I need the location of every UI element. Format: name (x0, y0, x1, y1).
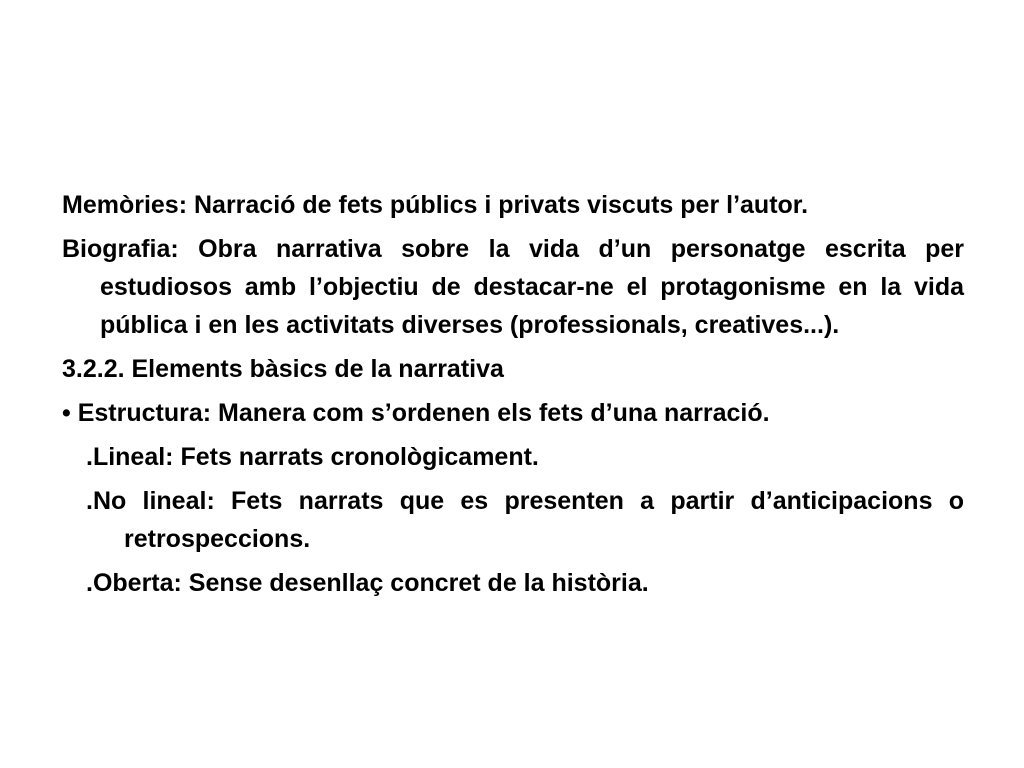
definition-biografia: Biografia: Obra narrativa sobre la vida d’un personatge escrita per estudiosos amb l’objectiu de destacar-ne el protagonisme en la vida pública i en les activitats diverses (professionals, creatives...). (62, 235, 964, 339)
definition-memories: Memòries: Narració de fets públics i privats viscuts per l’autor. (62, 191, 809, 219)
structure-oberta: .Oberta: Sense desenllaç concret de la història. (86, 569, 649, 597)
structure-lineal: .Lineal: Fets narrats cronològicament. (86, 443, 539, 471)
section-heading: 3.2.2. Elements bàsics de la narrativa (62, 355, 504, 383)
structure-no-lineal: .No lineal: Fets narrats que es presenten a partir d’anticipacions o retrospeccions. (86, 487, 964, 553)
slide-body (62, 186, 964, 608)
bullet-estructura: • Estructura: Manera com s’ordenen els fets d’una narració. (62, 399, 770, 427)
